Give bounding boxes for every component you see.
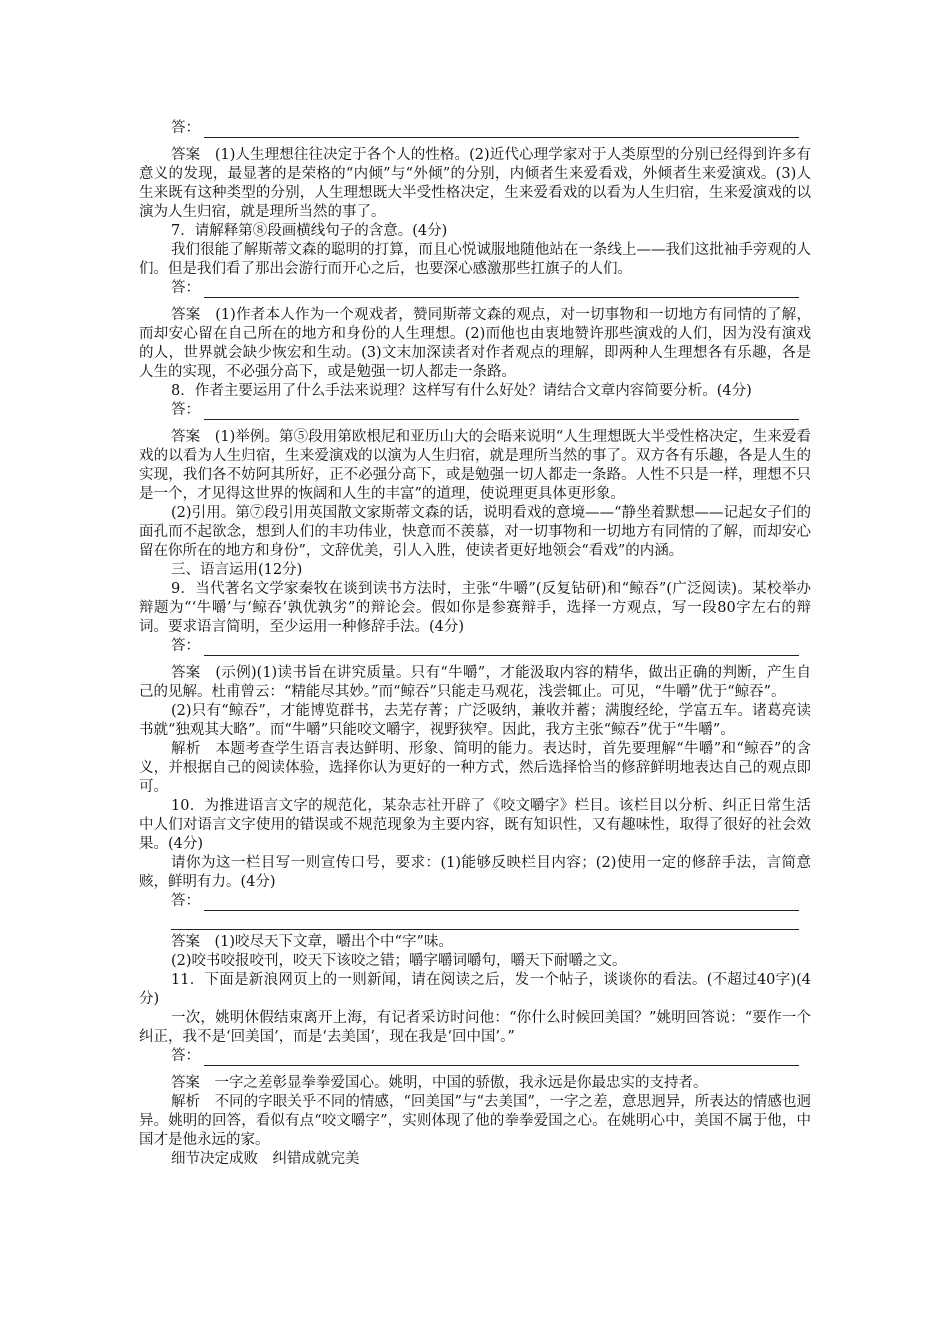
answer-10-part2: (2)咬书咬报咬刊，咬天下该咬之错；嚼字嚼词嚼句，嚼天下耐嚼之文。 [171,953,627,969]
question-10-requirement: 请你为这一栏目写一则宣传口号，要求：(1)能够反映栏目内容；(2)使用一定的修辞手法，言简意赅，鲜明有力。(4分) [139,855,811,890]
question-10: 10．为推进语言文字的规范化，某杂志社开辟了《咬文嚼字》栏目。该栏目以分析、纠正日常生活中人们对语言文字使用的错误或不规范现象为主要内容，既有知识性，又有趣味性，取得了很好的社会效果。(4分) [139,798,811,852]
answer-rule [204,404,799,420]
answer-label: 答： [171,120,200,136]
answer-label: 答： [171,402,200,418]
answer-label: 答： [171,1048,200,1064]
answer-line-6[interactable] [139,119,811,138]
answer-line-10-extra[interactable] [171,911,799,930]
answer-8-part1: 答案 (1)举例。第⑤段用第欧根尼和亚历山大的会晤来说明“人生理想既大半受性格决定，生来爱看戏的以看为人生归宿，生来爱演戏的以演为人生归宿，就是理所当然的事了。双方各有乐趣，各是人生的实现，我们各不妨阿其所好，正不必强分高下，或是勉强一切人都走一条路。人性不只是一样，理想不只是一个，才见得这世界的恢阔和人生的丰富”的道理，使说理更具体更形象。 [139,429,811,502]
answer-rule [204,895,799,911]
answer-rule [204,640,799,656]
question-11: 11．下面是新浪网页上的一则新闻，请在阅读之后，发一个帖子，谈谈你的看法。(不超过40字)(4分) [139,972,811,1007]
explanation-9: 解析 本题考查学生语言表达鲜明、形象、简明的能力。表达时，首先要理解“牛嚼”和“鲸吞”的含义，并根据自己的阅读体验，选择你认为更好的一种方式，然后选择恰当的修辞鲜明地表达自己的观点即可。 [139,741,811,795]
answer-label: 答： [171,280,200,296]
question-9: 9．当代著名文学家秦牧在谈到读书方法时，主张“牛嚼”(反复钻研)和“鲸吞”(广泛阅读)。某校举办辩题为“‘牛嚼’与‘鲸吞’孰优孰劣”的辩论会。假如你是参赛辩手，选择一方观点，写一段80字左右的辩词。要求语言简明，至少运用一种修辞手法。(4分) [139,581,811,635]
answer-rule [204,282,799,298]
question-8: 8．作者主要运用了什么手法来说理？这样写有什么好处？请结合文章内容简要分析。(4分) [171,383,752,399]
answer-line-10[interactable] [139,892,811,911]
answer-rule [204,122,799,138]
explanation-11: 解析 不同的字眼关乎不同的情感，“回美国”与“去美国”，一字之差，意思迥异，所表达的情感也迥异。姚明的回答，看似有点“咬文嚼字”，实则体现了他的拳拳爱国之心。在姚明心中，美国不属于他，中国才是他永远的家。 [139,1094,811,1148]
answer-rule [204,1050,799,1066]
answer-line-8[interactable] [139,401,811,420]
answer-8-part2: (2)引用。第⑦段引用英国散文家斯蒂文森的话，说明看戏的意境——“静坐着默想——记起女子们的面孔而不起欲念，想到人们的丰功伟业，快意而不羡慕，对一切事物和一切地方有同情的了解，而却安心留在你所在的地方和身份”，文辞优美，引人入胜，使读者更好地领会“看戏”的内涵。 [139,505,811,559]
answer-9-part1: 答案 (示例)(1)读书旨在讲究质量。只有“牛嚼”，才能汲取内容的精华，做出正确的判断，产生自己的见解。杜甫曾云：“精能尽其妙。”而“鲸吞”只能走马观花，浅尝辄止。可见，“牛嚼”优于“鲸吞”。 [139,665,811,700]
document-page [139,119,811,1169]
answer-line-9[interactable] [139,637,811,656]
question-7-text: 我们很能了解斯蒂文森的聪明的打算，而且心悦诚服地随他站在一条线上——我们这批袖手旁观的人们。但是我们看了那出会游行而开心之后，也要深心感激那些扛旗子的人们。 [139,242,811,277]
answer-6: 答案 (1)人生理想往往决定于各个人的性格。(2)近代心理学家对于人类原型的分别已经得到许多有意义的发现，最显著的是荣格的“内倾”与“外倾”的分别，内倾者生来爱看戏，外倾者生来爱演戏。(3)人生来既有这种类型的分别，人生理想既大半受性格决定，生来爱看戏的以看为人生归宿，生来爱演戏的以演为人生归宿，就是理所当然的事了。 [139,147,811,220]
question-11-text: 一次，姚明休假结束离开上海，有记者采访时问他：“你什么时候回美国？”姚明回答说：“要作一个纠正，我不是‘回美国’，而是‘去美国’，现在我是‘回中国’。” [139,1010,811,1045]
answer-label: 答： [171,638,200,654]
answer-7: 答案 (1)作者本人作为一个观戏者，赞同斯蒂文森的观点，对一切事物和一切地方有同情的了解，而却安心留在自己所在的地方和身份的人生理想。(2)而他也由衷地赞许那些演戏的人们，因为没有演戏的人，世界就会缺少恢宏和生动。(3)文末加深读者对作者观点的理解，即两种人生理想各有乐趣，各是人生的实现，不必强分高下，或是勉强一切人都走一条路。 [139,307,811,380]
answer-10-part1: 答案 (1)咬尽天下文章，嚼出个中“字”味。 [171,934,453,950]
section-3-heading: 三、语言运用(12分) [171,562,303,578]
question-7: 7．请解释第⑧段画横线句子的含意。(4分) [171,223,448,239]
footer-motto: 细节决定成败 纠错成就完美 [171,1151,360,1167]
answer-line-7[interactable] [139,279,811,298]
answer-line-11[interactable] [139,1047,811,1066]
answer-9-part2: (2)只有“鲸吞”，才能博览群书，去芜存菁；广泛吸纳，兼收并蓄；满腹经纶，学富五车。诸葛亮读书就“独观其大略”。而“牛嚼”只能咬文嚼字，视野狭窄。因此，我方主张“鲸吞”优于“牛嚼”。 [139,703,811,738]
answer-11: 答案 一字之差彰显拳拳爱国心。姚明，中国的骄傲，我永远是你最忠实的支持者。 [171,1075,708,1091]
answer-label: 答： [171,893,200,909]
